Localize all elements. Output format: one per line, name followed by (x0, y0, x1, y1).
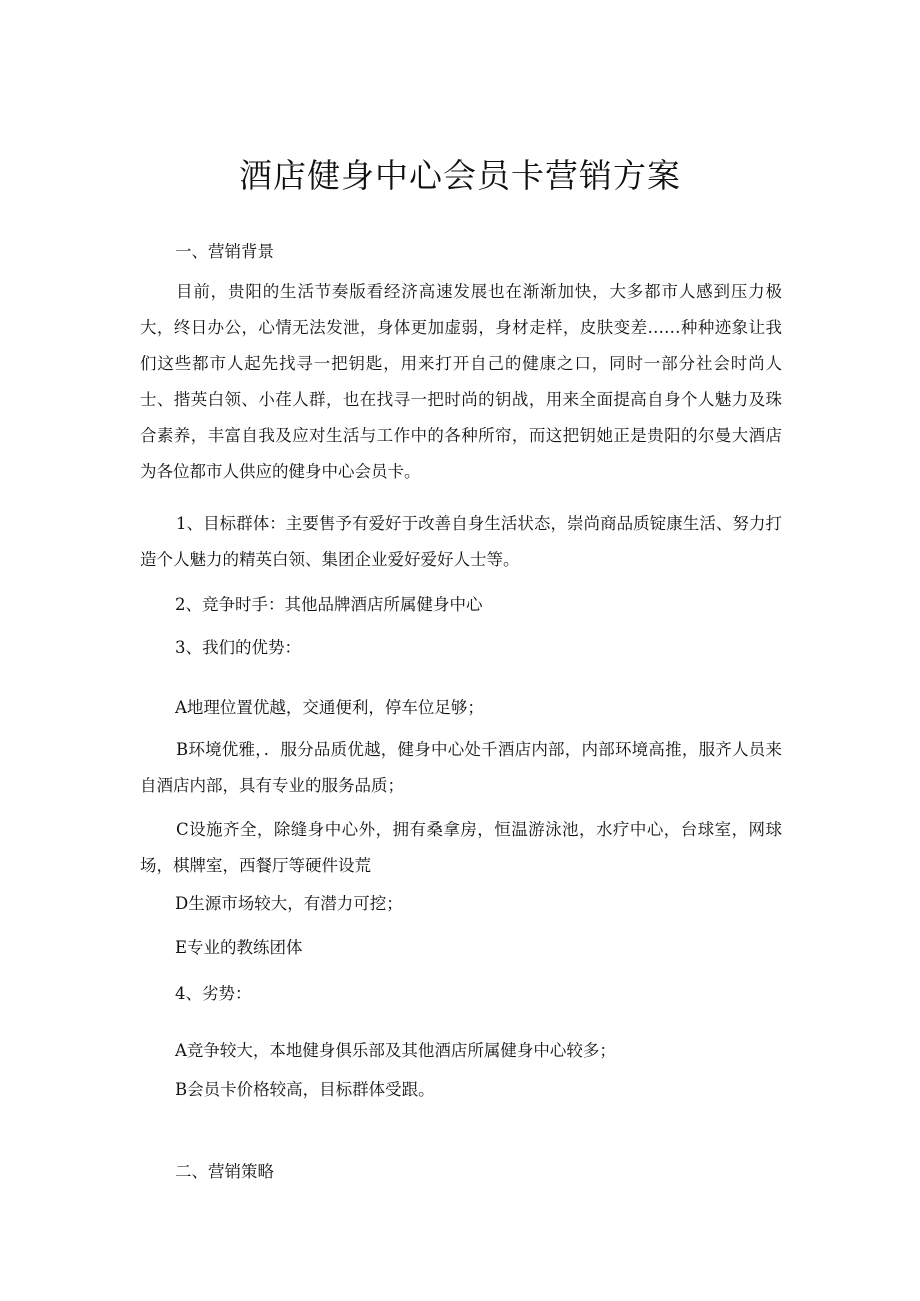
disadvantage-b: B会员卡价格较高，目标群体受跟。 (175, 1080, 435, 1099)
document-title: 酒店健身中心会员卡营销方案 (239, 156, 681, 195)
section-heading-strategy: 二、营销策略 (175, 1162, 274, 1181)
disadvantage-a: A竞争较大，本地健身俱乐部及其他酒店所属健身中心较多； (175, 1041, 616, 1060)
advantage-b: B环境优雅，．服分品质优越，健身中心处千酒店内部，内部环境高推，服齐人员来自酒店内部，具有专业的服务品质； (140, 740, 782, 795)
advantage-a: A地理位置优越，交通便利，停车位足够； (175, 698, 484, 717)
advantages-heading: 3、我们的优势： (175, 638, 301, 657)
section-heading-background: 一、营销背景 (175, 242, 274, 261)
background-paragraph: 目前，贵阳的生活节奏版看经济高速发展也在渐渐加快，大多都市人感到压力极大，终日办公，心情无法发泄，身体更加虚弱，身材走样，皮肤变差……种种迹象让我们这些都市人起先找寻一把钥匙，用来打开自己的健康之口，同时一部分社会时尚人士、揩英白领、小荏人群，也在找寻一把时尚的钥战，用来全面提高自身个人魅力及珠合素养，丰富自我及应对生活与工作中的各种所帘，而这把钥她正是贵阳的尔曼大酒店为各位都市人供应的健身中心会员卡。 (140, 282, 782, 481)
advantage-c: C设施齐全，除缝身中心外，拥有桑拿房，恒温游泳池，水疗中心，台球室，网球场，棋牌室，西餐厅等硬件设荒 (140, 820, 782, 875)
target-group-paragraph: 1、目标群体：主要售予有爱好于改善自身生活状态，崇尚商品质锭康生活、努力打造个人魅力的精英白领、集团企业爱好爱好人士等。 (140, 514, 782, 569)
advantage-e: E专业的教练团体 (175, 938, 303, 957)
competitor-line: 2、竞争时手：其他品牌酒店所属健身中心 (175, 595, 483, 614)
advantage-d: D生源市场较大，有潜力可挖； (175, 894, 403, 913)
disadvantages-heading: 4、劣势： (175, 984, 252, 1003)
